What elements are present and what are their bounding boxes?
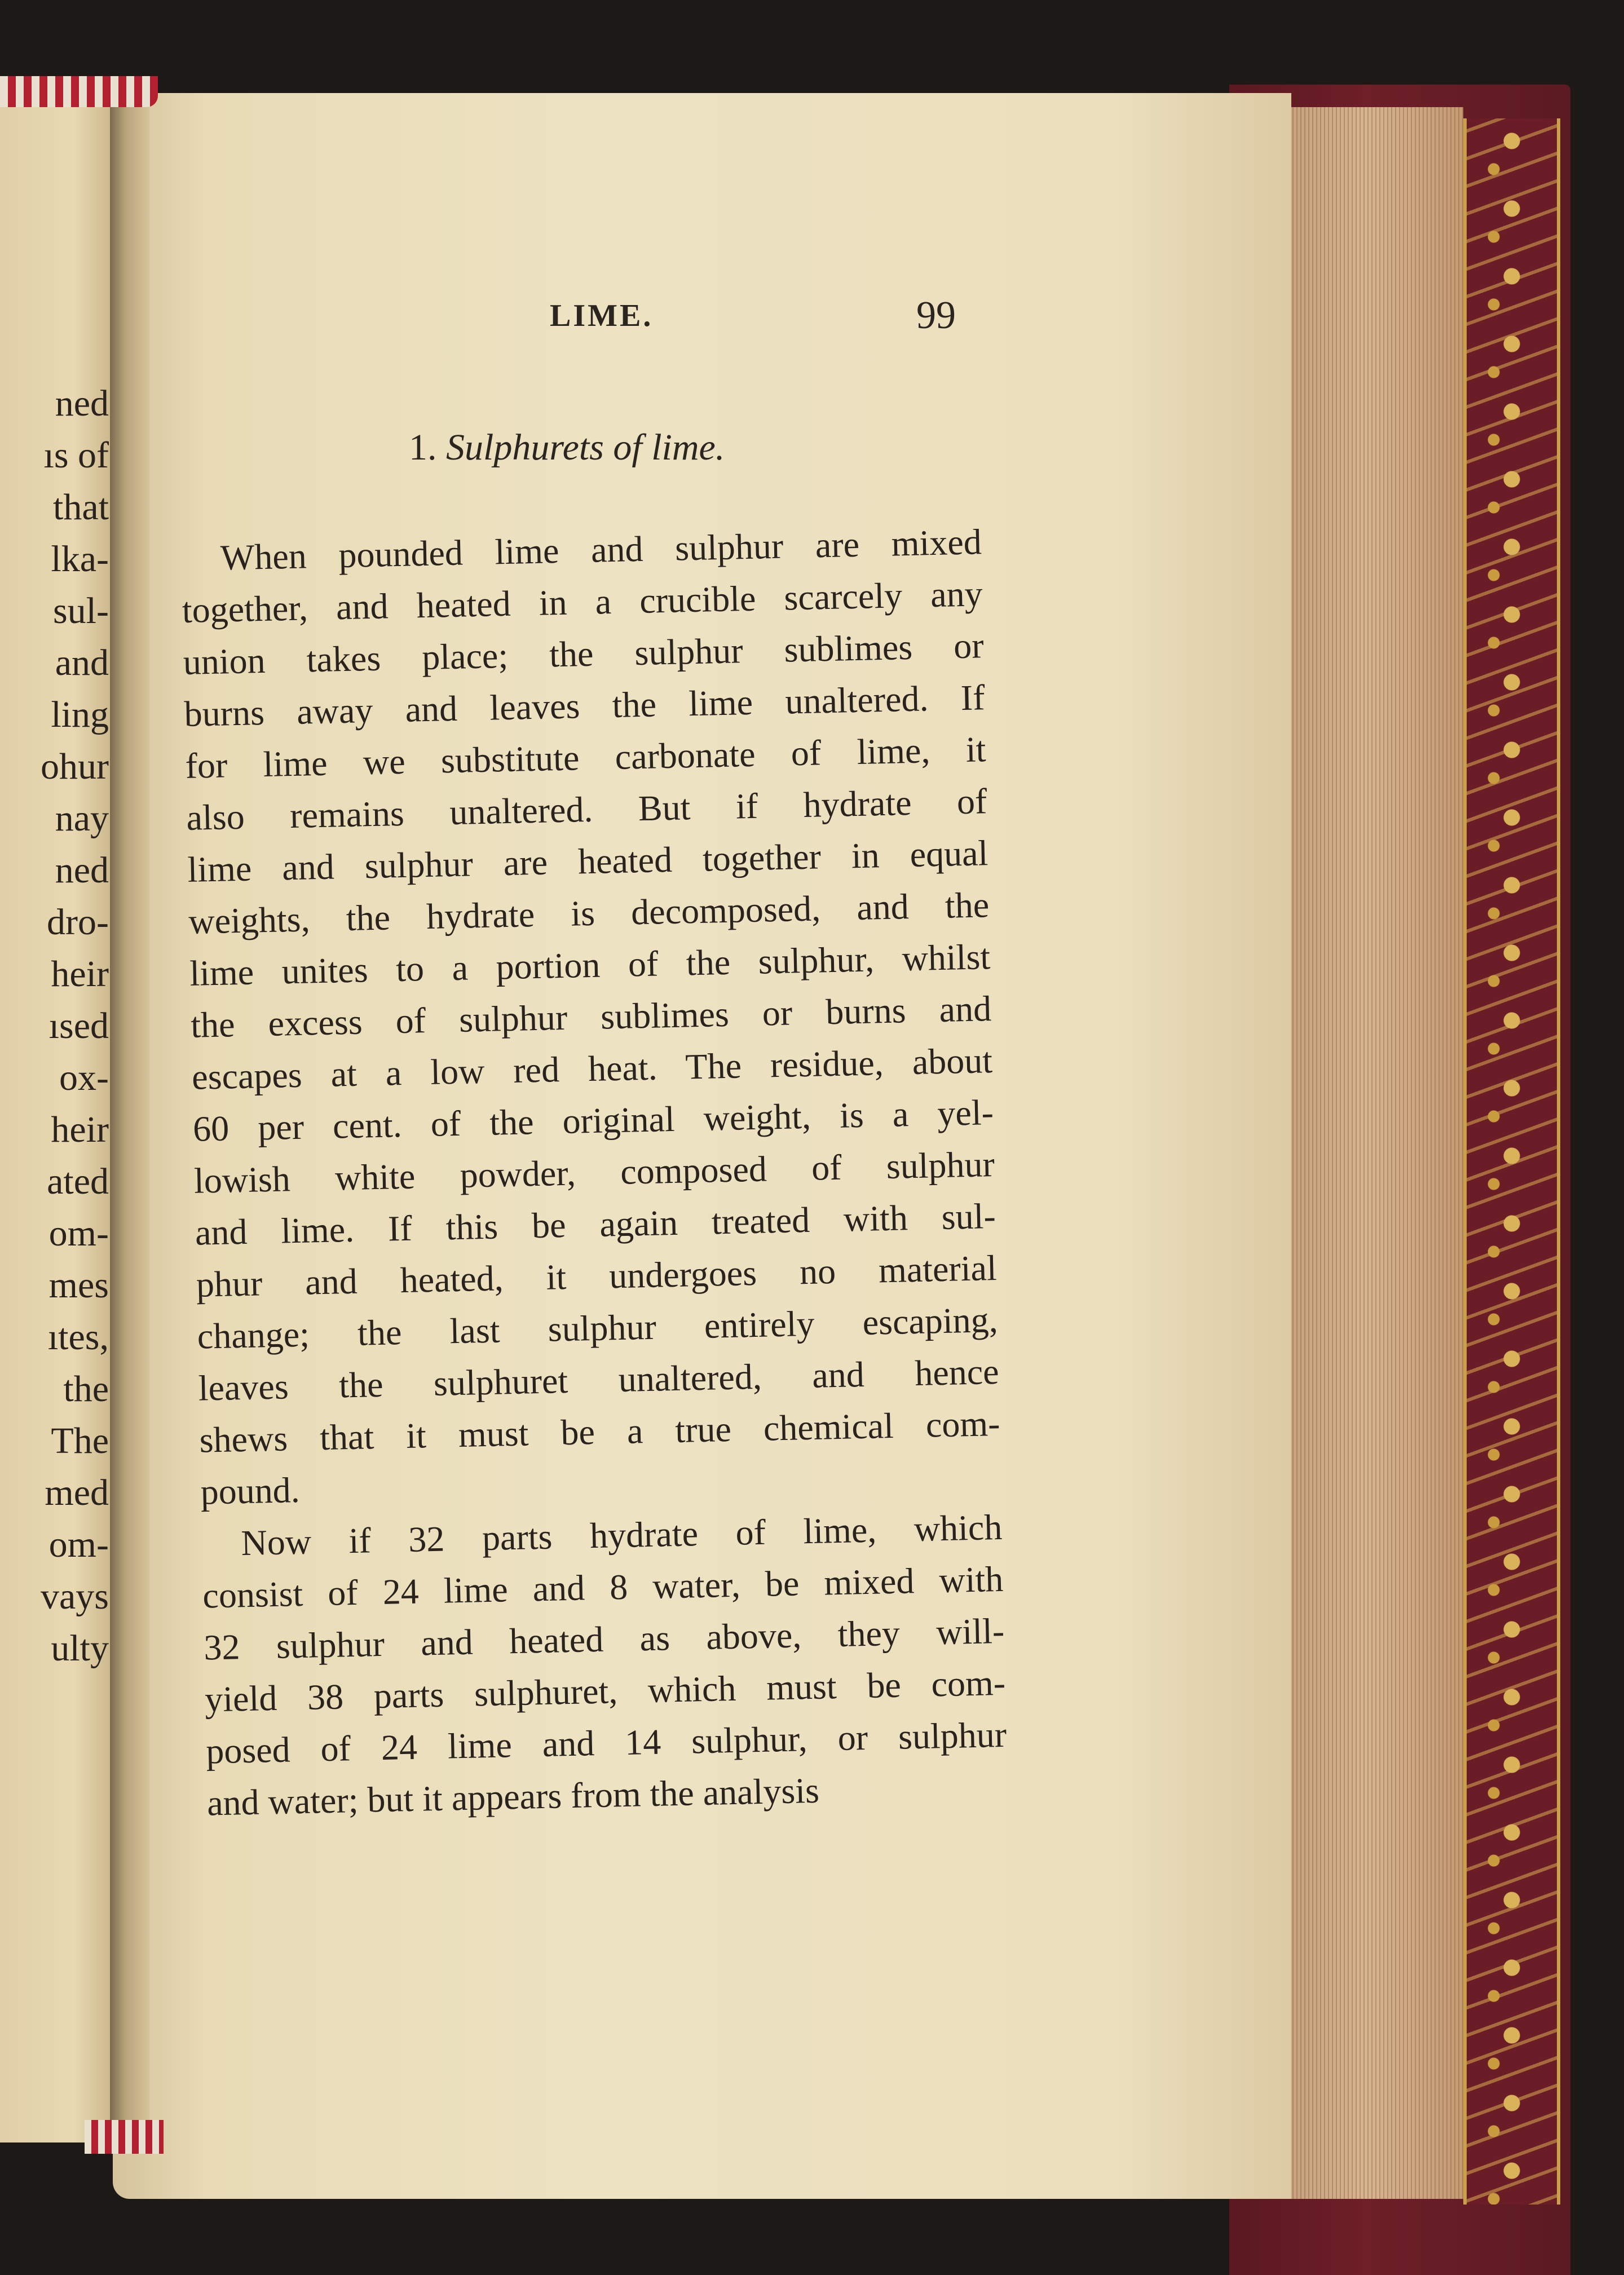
headband (0, 76, 158, 107)
text-line: lowish white powder, composed of sulphur (193, 1144, 995, 1201)
section-title: Sulphurets of lime. (446, 427, 725, 468)
left-page-line: the (63, 1368, 109, 1410)
left-page-line: ohur (41, 746, 109, 787)
text-line: also remains unaltered. But if hydrate of (186, 781, 988, 838)
text-line: When pounded lime and sulphur are mixed (220, 522, 982, 578)
left-page-line: ıtes, (47, 1317, 109, 1358)
text-line: phur and heated, it undergoes no material (196, 1247, 998, 1305)
section-number: 1. (409, 427, 437, 468)
left-page-line: ox- (59, 1057, 109, 1098)
left-page-line: om- (48, 1524, 109, 1565)
left-page (0, 85, 121, 2143)
fore-edge (1288, 107, 1463, 2199)
text-line: posed of 24 lime and 14 sulphur, or sulphur (205, 1714, 1007, 1772)
left-page-line: nay (55, 798, 109, 839)
left-page-line: mes (48, 1265, 109, 1306)
text-line: Now if 32 parts hydrate of lime, which (240, 1507, 1003, 1563)
text-line: change; the last sulphur entirely escaping, (197, 1299, 999, 1357)
left-page-line: ulty (51, 1628, 109, 1669)
text-line: and lime. If this be again treated with sul- (195, 1195, 996, 1253)
left-page-line: that (53, 487, 109, 528)
running-head: LIME. (550, 298, 654, 333)
text-line: and water; but it appears from the analysis (206, 1770, 820, 1823)
text-line: escapes at a low red heat. The residue, about (191, 1040, 993, 1097)
text-line: lime and sulphur are heated together in equal (187, 833, 988, 890)
text-line: for lime we substitute carbonate of lime, it (184, 729, 987, 786)
left-page-line: ısed (48, 1005, 109, 1046)
left-page-line: ned (55, 383, 109, 424)
tailband (85, 2120, 164, 2154)
text-line: consist of 24 lime and 8 water, be mixed with (202, 1558, 1004, 1616)
page-number: 99 (916, 294, 956, 337)
left-page-line: sul- (53, 590, 109, 631)
left-page-line: dro- (47, 902, 109, 943)
left-page-line: lka- (51, 538, 109, 580)
section-heading (409, 426, 725, 469)
text-line: the excess of sulphur sublimes or burns and (190, 988, 992, 1045)
text-line: 32 sulphur and heated as above, they will- (203, 1610, 1005, 1668)
left-page-line: med (45, 1472, 109, 1513)
text-line: weights, the hydrate is decomposed, and the (188, 885, 990, 942)
left-page-line: ling (51, 694, 109, 735)
left-page-line: The (51, 1420, 109, 1461)
left-page-line: heir (51, 1109, 109, 1150)
body-text (180, 516, 1020, 1830)
left-page-line: om- (48, 1213, 109, 1254)
left-page-text (41, 378, 109, 1675)
text-line: burns away and leaves the lime unaltered. If (183, 677, 986, 734)
left-page-line: vays (41, 1576, 109, 1617)
left-page-line: heir (51, 953, 109, 995)
left-page-line: and (55, 642, 109, 683)
gilt-decoration (1463, 118, 1560, 2205)
text-line: 60 per cent. of the original weight, is a yel- (192, 1092, 994, 1149)
text-line: leaves the sulphuret unaltered, and hence (198, 1351, 1000, 1408)
text-line: pound. (200, 1469, 301, 1512)
left-page-line: ıs of (43, 435, 109, 476)
text-line: lime unites to a portion of the sulphur, whilst (189, 936, 991, 993)
text-line: together, and heated in a crucible scarcely any (182, 573, 983, 630)
left-page-line: ned (55, 850, 109, 891)
text-line: yield 38 parts sulphuret, which must be com- (204, 1662, 1006, 1720)
left-page-line: ated (47, 1161, 109, 1202)
text-line: union takes place; the sulphur sublimes or (183, 625, 985, 682)
text-line: shews that it must be a true chemical com- (198, 1403, 1001, 1460)
gutter (110, 79, 149, 2154)
